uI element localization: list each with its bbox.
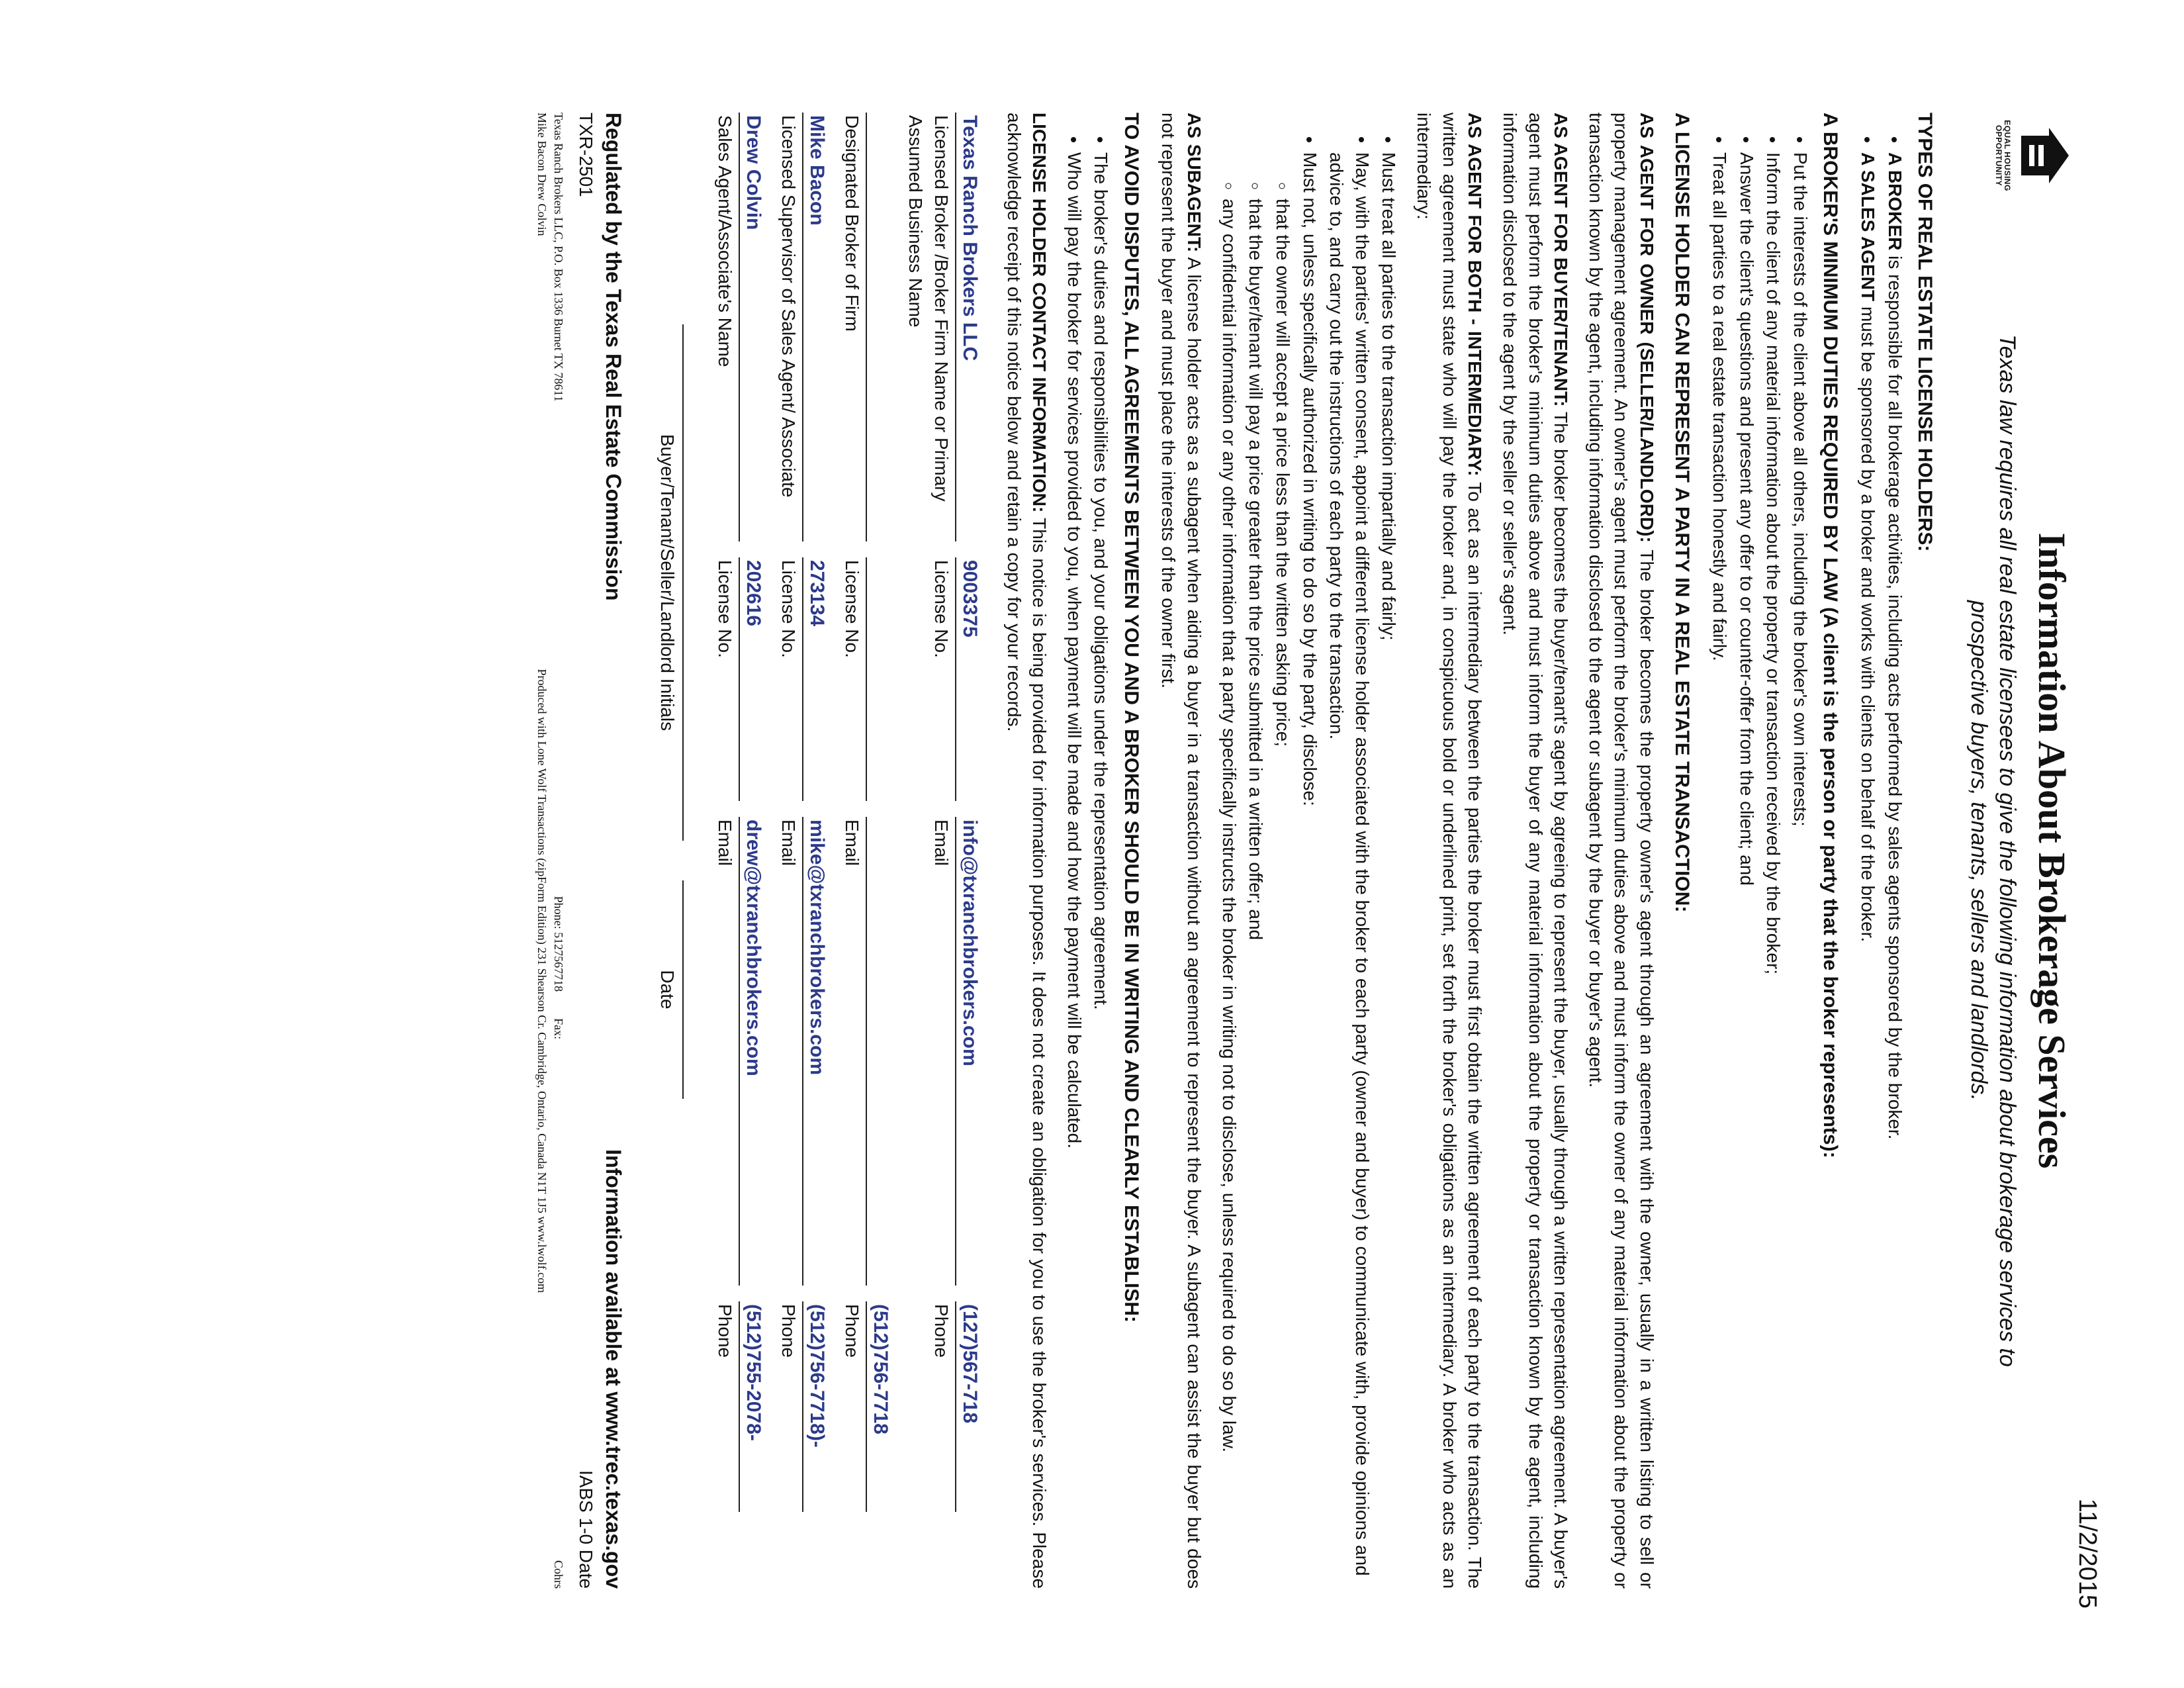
cohrs: Cohrs bbox=[551, 1560, 565, 1589]
sales-agent-term: A SALES AGENT bbox=[1857, 152, 1878, 302]
buyer-text: The broker becomes the buyer/tenant's agent by agreeing to represent the buyer, usually through a written representation agreement. A buyer's agent must perform the broker's minimum duties above and must inform the buyer of any material information about the property or transaction known by the agent, including information disclosed to the agent by the seller or seller's agent. bbox=[1499, 113, 1572, 1589]
sales-agent-definition: must be sponsored by a broker and works with clients on behalf of the broker. bbox=[1857, 301, 1878, 943]
list-item bbox=[1216, 152, 1322, 1589]
broker-email-field[interactable]: info@txranchbrokers.com bbox=[955, 817, 983, 1286]
equal-housing-house-icon bbox=[2019, 124, 2071, 187]
list-item bbox=[1854, 152, 1880, 1589]
represent-heading: A LICENSE HOLDER CAN REPRESENT A PARTY IN A REAL ESTATE TRANSACTION: bbox=[1671, 113, 1694, 913]
list-item: ◦ that the owner will accept a price less than the written asking price; bbox=[1269, 199, 1295, 1589]
fine-print-left bbox=[533, 113, 567, 402]
broker-phone-label: Phone bbox=[931, 1304, 952, 1358]
form-date: 11/2/2015 bbox=[2073, 1498, 2101, 1609]
disclose-list bbox=[1216, 152, 1295, 1589]
supervisor-name-label: Licensed Supervisor of Sales Agent/ Associate bbox=[778, 115, 799, 498]
list-item: • The broker's duties and responsibilities to you, and your obligations under the representation agreement. bbox=[1088, 152, 1114, 1589]
sales-agent-email-field[interactable]: drew@txranchbrokers.com bbox=[739, 817, 767, 1286]
sales-agent-name-label: Sales Agent/Associate's Name bbox=[714, 115, 735, 367]
contact-row-broker bbox=[901, 113, 983, 1589]
designated-broker-email-label: Email bbox=[841, 820, 862, 867]
footer-codes bbox=[573, 113, 599, 1589]
supervisor-email-label: Email bbox=[778, 820, 799, 867]
list-item bbox=[1882, 152, 1907, 1589]
footer-phone: Phone: 5127567718 bbox=[551, 896, 565, 992]
phone-fax-line bbox=[550, 669, 567, 1293]
form-code: TXR-2501 bbox=[576, 113, 597, 197]
designated-broker-license-label: License No. bbox=[841, 560, 862, 658]
broker-license-label: License No. bbox=[931, 560, 952, 658]
subagent-text: A license holder acts as a subagent when aiding a buyer in a transaction without an agreement to represent the buyer. A subagent can assist the buyer but does not represent the buyer and must place the interests of the owner first. bbox=[1158, 113, 1205, 1589]
designated-broker-phone-label: Phone bbox=[841, 1304, 862, 1358]
fine-print-center bbox=[533, 669, 567, 1293]
owner-paragraph bbox=[1582, 113, 1659, 1589]
sales-agent-name-field[interactable]: Drew Colvin bbox=[739, 113, 767, 541]
contact-info-paragraph bbox=[1001, 113, 1052, 1589]
subagent-paragraph bbox=[1156, 113, 1206, 1589]
list-item: • Answer the client's questions and present any offer to or counter-offer from the client; and bbox=[1733, 152, 1759, 1589]
owner-text: The broker becomes the property owner's agent through an agreement with the owner, usually in a written listing to sell or property management agreement. An owner's agent must perform the broker's minimum duties above and must inform the owner of any material information about the property or transaction known by the agent, including information disclosed to the agent or subagent by the buyer or buyer's agent. bbox=[1585, 113, 1658, 1589]
list-item: ◦ that the buyer/tenant will pay a price greater than the price submitted in a written offer; and bbox=[1243, 199, 1269, 1589]
info-available: Information available at www.trec.texas.gov bbox=[601, 1149, 625, 1589]
disclose-intro: Must not, unless specifically authorized in writing to do so by the party, disclose: bbox=[1299, 152, 1320, 806]
supervisor-name-field[interactable]: Mike Bacon bbox=[802, 113, 831, 541]
sales-agent-phone-label: Phone bbox=[714, 1304, 735, 1358]
designated-broker-email-field[interactable] bbox=[866, 817, 893, 1286]
contact-row-designated-broker bbox=[837, 113, 894, 1589]
broker-firm-name-field[interactable]: Texas Ranch Brokers LLC bbox=[955, 113, 983, 541]
initials-field[interactable]: Buyer/Tenant/Seller/Landlord Initials bbox=[655, 324, 684, 841]
list-item: ◦ any confidential information or any other information that a party specifically instructs the broker in writing not to disclose, unless required to do so by law. bbox=[1216, 199, 1242, 1589]
disputes-list bbox=[1061, 113, 1113, 1589]
list-item: • Inform the client of any material information about the property or transaction received by the broker; bbox=[1760, 152, 1786, 1589]
agent-names: Mike Bacon Drew Colvin bbox=[535, 113, 549, 236]
contact-row-sales-agent bbox=[710, 113, 767, 1589]
buyer-paragraph bbox=[1496, 113, 1573, 1589]
company-address: Texas Ranch Brokers LLC, P.O. Box 1336 Burnet TX 78611 bbox=[551, 113, 565, 402]
list-item: • Must treat all parties to the transaction impartially and fairly; bbox=[1376, 152, 1402, 1589]
supervisor-phone-field[interactable]: (512)756-7718)- bbox=[802, 1301, 831, 1512]
contact-row-supervisor bbox=[774, 113, 831, 1589]
broker-license-field[interactable]: 9003375 bbox=[955, 557, 983, 801]
sales-agent-phone-field[interactable]: (512)755-2078- bbox=[739, 1301, 767, 1512]
list-item: • Put the interests of the client above all others, including the broker's own interests; bbox=[1787, 152, 1813, 1589]
duties-list bbox=[1706, 113, 1813, 1589]
contact-info-text: This notice is being provided for information purposes. It does not create an obligation for you to use the broker's services. Please acknowledge receipt of this notice below and retain a copy for your records. bbox=[1003, 113, 1050, 1589]
types-heading: TYPES OF REAL ESTATE LICENSE HOLDERS: bbox=[1913, 113, 1936, 552]
initials-row bbox=[655, 324, 684, 1589]
list-item: • May, with the parties' written consent, appoint a different license holder associated with the broker to each party (owner and buyer) to communicate with, provide opinions and advice to, and carry out the instructions of each party to the transaction. bbox=[1324, 152, 1375, 1589]
types-list bbox=[1854, 113, 1907, 1589]
contact-table bbox=[710, 113, 983, 1589]
sales-agent-license-field[interactable]: 202616 bbox=[739, 557, 767, 801]
disputes-heading: TO AVOID DISPUTES, ALL AGREEMENTS BETWEEN YOU AND A BROKER SHOULD BE IN WRITING AND CLEARLY ESTABLISH: bbox=[1120, 113, 1142, 1323]
iabs-date: IABS 1-0 Date bbox=[576, 1470, 597, 1589]
equal-housing-logo bbox=[1994, 116, 2071, 195]
intermediary-paragraph bbox=[1410, 113, 1487, 1589]
designated-broker-label: Designated Broker of Firm bbox=[841, 115, 862, 332]
intermediary-list bbox=[1216, 113, 1401, 1589]
contact-info-lead: LICENSE HOLDER CONTACT INFORMATION: bbox=[1029, 113, 1050, 513]
designated-broker-phone-field[interactable]: (512)756-7718 bbox=[866, 1301, 894, 1512]
intermediary-text: To act as an intermediary between the parties the broker must first obtain the written agreement of each party to the transaction. The written agreement must state who will pay the broker and, in conspicuous bold or underlined print, set forth the broker's obligations as an intermediary. A broker who acts as an intermediary: bbox=[1414, 113, 1486, 1589]
sales-agent-email-label: Email bbox=[714, 820, 735, 867]
regulated-by: Regulated by the Texas Real Estate Commission bbox=[601, 113, 625, 601]
page-subtitle: Texas law requires all real estate licensees to give the following information about brokerage services to prospective buyers, tenants, sellers and landlords. bbox=[1966, 334, 2020, 1367]
footer-fine-print bbox=[533, 113, 567, 1589]
duties-heading: A BROKER'S MINIMUM DUTIES REQUIRED BY LAW (A client is the person or party that the broker represents): bbox=[1819, 113, 1842, 1158]
broker-phone-field[interactable]: (127)567-718 bbox=[955, 1301, 983, 1512]
supervisor-email-field[interactable]: mike@txranchbrokers.com bbox=[802, 817, 831, 1286]
page-title: Information About Brokerage Services bbox=[2030, 532, 2073, 1169]
buyer-lead: AS AGENT FOR BUYER/TENANT: bbox=[1551, 113, 1572, 407]
subagent-lead: AS SUBAGENT: bbox=[1184, 113, 1205, 253]
list-item: • Treat all parties to a real estate transaction honestly and fairly. bbox=[1706, 152, 1732, 1589]
footer-fax: Fax: bbox=[551, 1018, 565, 1040]
sales-agent-license-label: License No. bbox=[714, 560, 735, 658]
owner-lead: AS AGENT FOR OWNER (SELLER/LANDLORD): bbox=[1637, 113, 1658, 543]
supervisor-license-field[interactable]: 273134 bbox=[802, 557, 831, 801]
footer bbox=[598, 113, 627, 1589]
designated-broker-license-field[interactable] bbox=[866, 557, 893, 801]
intermediary-lead: AS AGENT FOR BOTH - INTERMEDIARY: bbox=[1465, 113, 1486, 477]
supervisor-phone-label: Phone bbox=[778, 1304, 799, 1358]
designated-broker-field[interactable] bbox=[866, 113, 893, 541]
equal-housing-caption: EQUAL HOUSING OPPORTUNITY bbox=[1994, 120, 2013, 191]
broker-firm-name-label: Licensed Broker /Broker Firm Name or Primary Assumed Business Name bbox=[905, 115, 952, 502]
list-item: • Who will pay the broker for services provided to you, when payment will be made and how the payment will be calculated. bbox=[1061, 152, 1087, 1589]
supervisor-license-label: License No. bbox=[778, 560, 799, 658]
broker-email-label: Email bbox=[931, 820, 952, 867]
produced-with: Produced with Lone Wolf Transactions (zipForm Edition) 231 Shearson Cr. Cambridge, Ontario, Canada N1T 1J5 www.lwolf.com bbox=[535, 669, 549, 1293]
date-field[interactable]: Date bbox=[655, 880, 684, 1099]
broker-definition: is responsible for all brokerage activities, including acts performed by sales agents sponsored by the broker. bbox=[1884, 250, 1905, 1140]
broker-term: A BROKER bbox=[1884, 152, 1905, 251]
